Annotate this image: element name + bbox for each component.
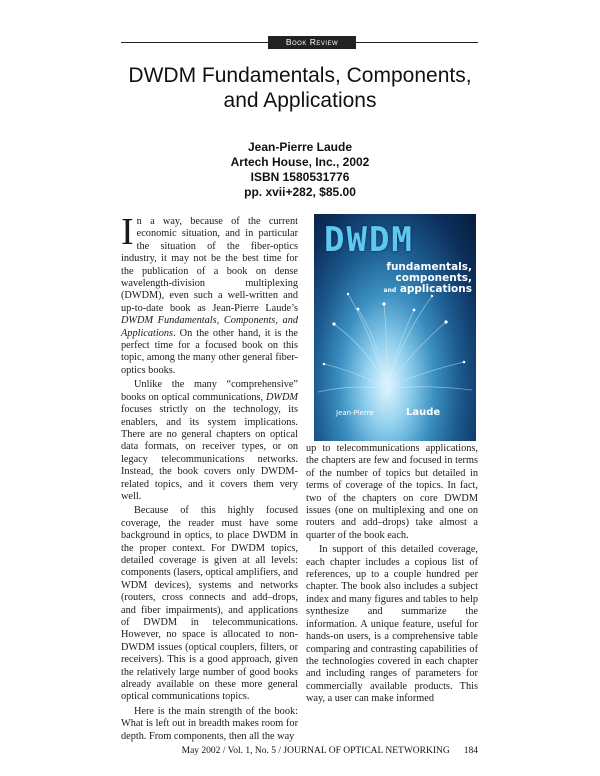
section-tag: Book Review: [268, 36, 356, 49]
title-line-2: and Applications: [223, 89, 377, 112]
cover-subtitle-line-2: components,: [395, 272, 472, 284]
text-column-2: [306, 443, 478, 706]
paragraph-2: [121, 379, 298, 503]
title-line-1: DWDM Fundamentals, Components,: [128, 64, 472, 87]
paragraph-6: In support of this detailed coverage, each chapter includes a copious list of references, up to a couple hundred per chapter. The book also includes a subject index and many figures and tables to help synthesize and summarize the information. A unique feature, useful for hands-on users, is a comprehensive table comparing and contrasting capabilities of the technologies covered in each chapter and including ranges of parameters for commercially available products. This way, a user can make informed: [306, 544, 478, 705]
footer-citation: May 2002 / Vol. 1, No. 5 / JOURNAL OF OPTICAL NETWORKING: [181, 746, 450, 756]
cover-title-dwdm: DWDM: [324, 220, 414, 260]
paragraph-5: up to telecommunications applications, the chapters are few and focused in terms of the number of topics but detailed in terms of coverage of the topics. In fact, two of the chapters on core DWDM issues (one on multiplexing and one on routers and add–drops) take almost a quarter of the book each.: [306, 443, 478, 541]
page-number: 184: [463, 746, 478, 756]
cover-subtitle-line-3: applications: [399, 283, 472, 295]
article-title: [100, 63, 500, 113]
book-author: Jean-Pierre Laude: [247, 140, 353, 154]
text-column-1: [121, 211, 298, 743]
cover-author-last: Laude: [406, 407, 441, 418]
drop-cap: I: [121, 211, 134, 253]
cover-subtitle-and: and: [383, 287, 397, 294]
paragraph-2-text-b: focuses strictly on the technology, its enablers, and its system implications. There are no general chapters on optical data formats, on receiver types, or on legacy telecommunications networks. Instead, the book covers only DWDM-related topics, and it covers them very well.: [121, 404, 298, 502]
cover-author-first: Jean-Pierre: [336, 409, 374, 417]
paragraph-4: Here is the main strength of the book: What is left out in breadth makes room for depth. From components, then all the way: [121, 705, 298, 742]
paragraph-3: Because of this highly focused coverage, the reader must have some background in optics, to place DWDM in the proper context. For DWDM topics, detailed coverage is given at all levels: components (lasers, optical amplifiers, and WDM devices), systems and networks (routers, cross connects and add–drops, and fiber impairments), and applications of DWDM in telecommunications. However, no space is allocated to non-DWDM issues (optical couplers, filters, or receivers). This is a good approach, given the relatively large number of good books already available on these more general optical communications topics.: [121, 505, 298, 703]
header-rule-right: [356, 42, 478, 43]
book-pages-price: pp. xvii+282, $85.00: [244, 185, 356, 199]
header-rule-left: [121, 42, 268, 43]
dwdm-italic: DWDM: [265, 391, 298, 403]
page-footer: [120, 746, 478, 756]
paragraph-1-text-a: n a way, because of the current economic situation, and in particular the situation of the fiber-optics industry, it may not be the best time for the publication of a book on dense wavelength-division multiplexing (DWDM), even such a well-written and up-to-date book as Jean-Pierre Laude’s: [121, 216, 298, 314]
paragraph-2-text-a: Unlike the many “comprehensive” books on optical communications,: [121, 379, 298, 403]
cover-subtitle-line-1: fundamentals,: [386, 261, 472, 273]
book-cover-image: [314, 214, 476, 441]
book-title-italic: DWDM Fundamentals, Components, and Applications: [121, 315, 298, 339]
paragraph-1-text-b: . On the other hand, it is the perfect time for a focused book on this topic, among the many other general fiber-optics books.: [121, 327, 298, 376]
book-publisher: Artech House, Inc., 2002: [230, 155, 370, 169]
book-meta: [120, 140, 480, 200]
paragraph-1: [121, 211, 298, 377]
cover-subtitle: [360, 262, 472, 296]
book-isbn: ISBN 1580531776: [250, 170, 350, 184]
